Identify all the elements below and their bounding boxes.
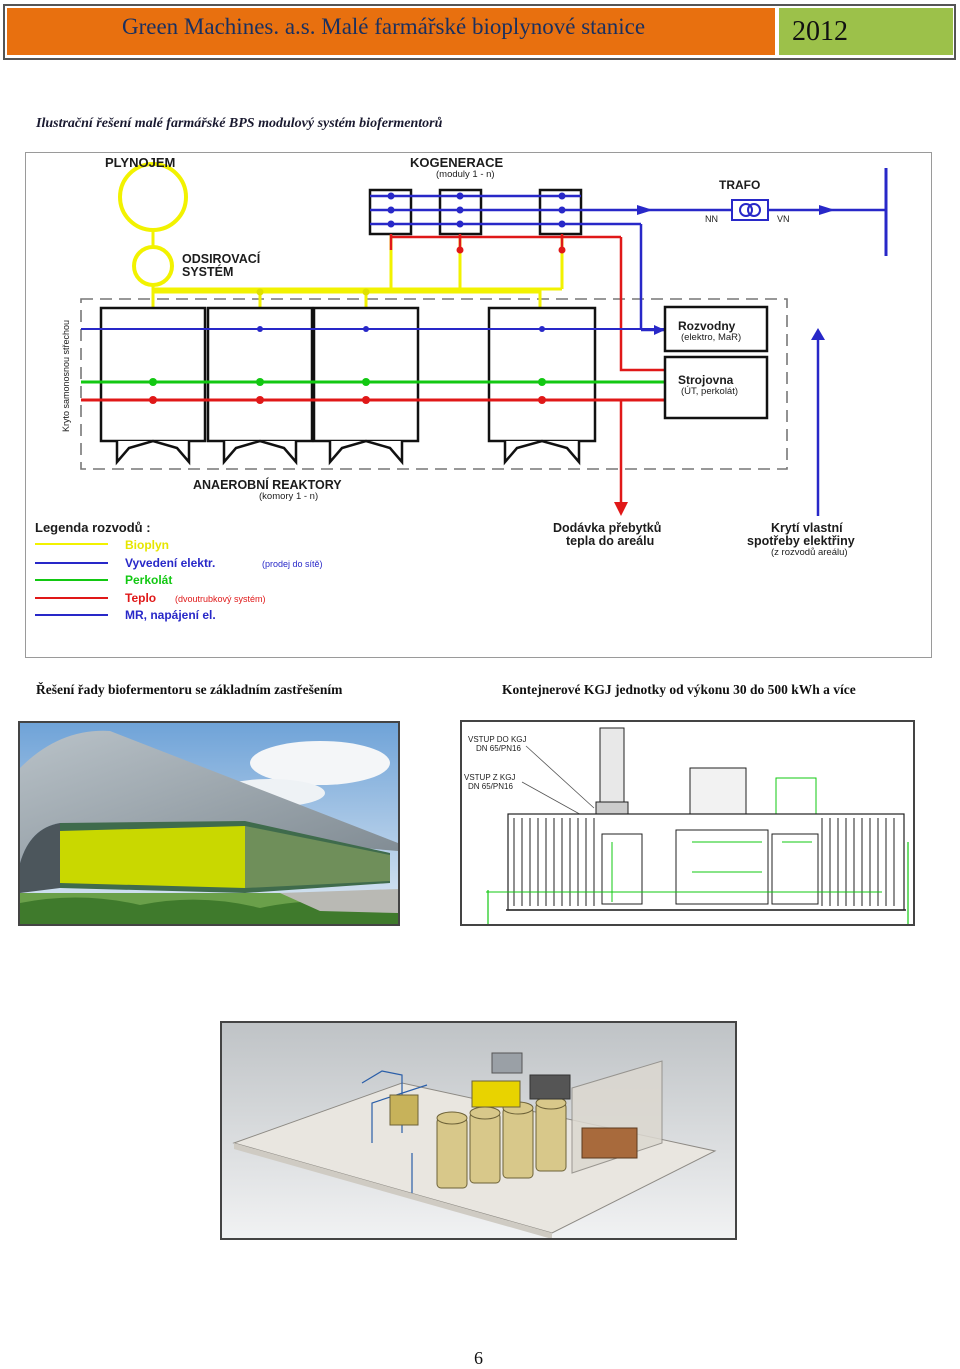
plant-3d-render <box>220 1021 737 1240</box>
legend-item-mr-power: MR, napájení el. <box>125 608 216 622</box>
legend-item-biogas: Bioplyn <box>125 538 169 552</box>
transformer-label: TRAFO <box>719 178 761 192</box>
roof-note-label: Kryto samonosnou střechou <box>61 319 71 432</box>
desulfur-circle <box>134 247 172 285</box>
bps-schematic-diagram <box>25 152 932 658</box>
switchboard-label: Rozvodny <box>678 319 736 333</box>
switchboard-sub-label: (elektro, MaR) <box>681 332 742 343</box>
self-consumption-label-2: spotřeby elektřiny <box>747 534 855 548</box>
header-title: Green Machines. a.s. Malé farmářské bioplynové stanice <box>122 14 646 39</box>
fermenter-hall-photo <box>18 721 400 926</box>
reactors-label: ANAEROBNÍ REAKTORY <box>193 478 342 492</box>
page-caption: Ilustrační řešení malé farmářské BPS modulový systém biofermentorů <box>36 116 443 131</box>
cogen-label: KOGENERACE <box>410 155 504 170</box>
machine-room-sub-label: (ÚT, perkolát) <box>681 386 739 397</box>
outlet-label-1: VSTUP Z KGJ <box>464 773 516 782</box>
legend <box>35 538 323 622</box>
legend-title: Legenda rozvodů : <box>35 520 151 535</box>
container-unit-drawing <box>460 720 915 926</box>
legend-item-heat-note: (dvoutrubkový systém) <box>175 594 266 604</box>
caption-fermenter-roof: Řešení řady biofermentoru se základním zastřešením <box>36 682 343 697</box>
gas-holder-label: PLYNOJEM <box>105 155 176 170</box>
page-number: 6 <box>474 1348 483 1368</box>
legend-item-percolate: Perkolát <box>125 573 173 587</box>
legend-item-electricity-note: (prodej do sítě) <box>262 559 323 569</box>
self-consumption-label-1: Krytí vlastní <box>771 521 843 535</box>
reactor-tanks <box>101 308 595 462</box>
heat-supply-arrow <box>614 502 628 516</box>
self-consumption-arrow <box>811 328 825 340</box>
cogen-sub-label: (moduly 1 - n) <box>436 169 495 180</box>
vn-label: VN <box>777 214 790 224</box>
header-year: 2012 <box>792 16 848 47</box>
outlet-label-2: DN 65/PN16 <box>468 782 513 791</box>
transformer-box <box>732 200 768 220</box>
machine-room-label: Strojovna <box>678 373 734 387</box>
caption-container-units: Kontejnerové KGJ jednotky od výkonu 30 do 500 kWh a více <box>502 682 856 697</box>
heat-supply-label-2: tepla do areálu <box>566 534 655 548</box>
desulfur-label-1: ODSIROVACÍ <box>182 252 261 266</box>
heat-supply-label-1: Dodávka přebytků <box>553 521 662 535</box>
inlet-label-2: DN 65/PN16 <box>476 744 521 753</box>
reactors-sub-label: (komory 1 - n) <box>259 491 319 502</box>
inlet-label-1: VSTUP DO KGJ <box>468 735 527 744</box>
legend-item-electricity: Vyvedení elektr. <box>125 556 216 570</box>
self-consumption-sub-label: (z rozvodů areálu) <box>771 547 848 558</box>
gas-holder-circle <box>120 164 186 230</box>
nn-label: NN <box>705 214 718 224</box>
legend-item-heat: Teplo <box>125 591 157 605</box>
desulfur-label-2: SYSTÉM <box>182 265 234 279</box>
